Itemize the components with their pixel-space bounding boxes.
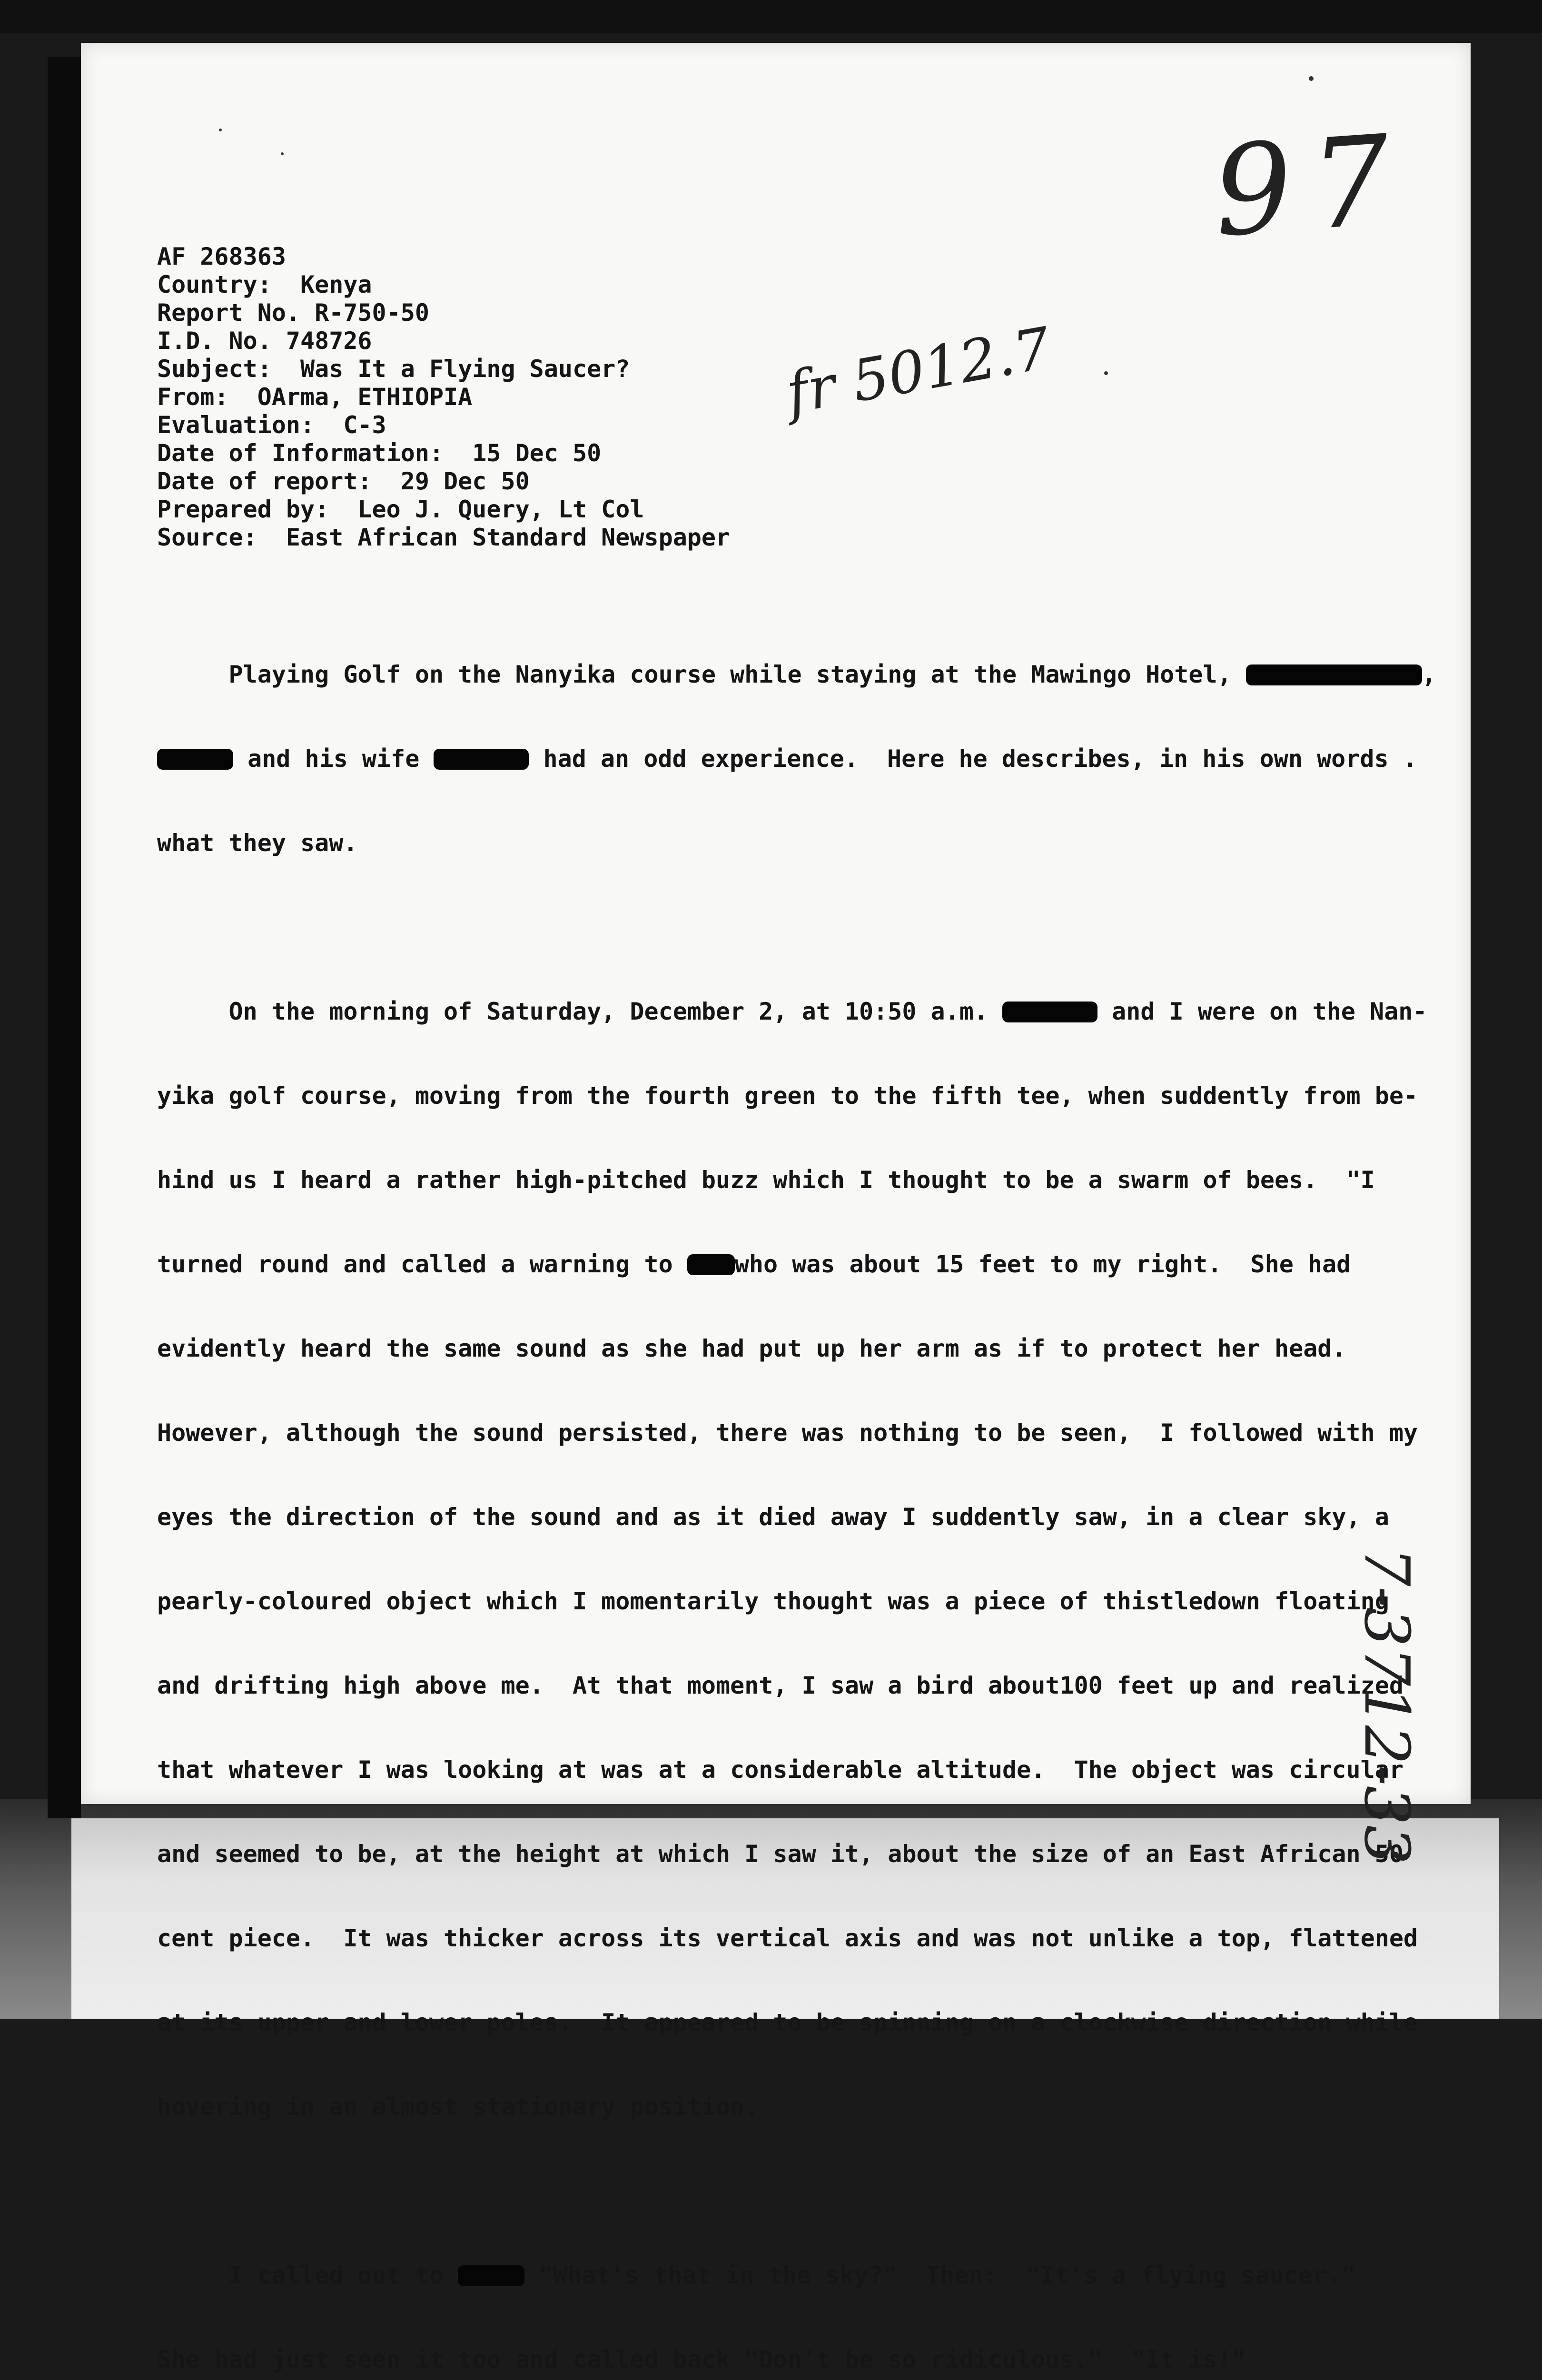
text-fragment: "What's that in the sky?" Then: "It's a flying saucer." (524, 2261, 1356, 2289)
text-fragment: had an odd experience. Here he describes, in his own words . (529, 745, 1417, 773)
text-fragment: who was about 15 feet to my right. She had (734, 1250, 1351, 1278)
redaction-mark (1246, 664, 1422, 685)
redaction-mark (458, 2265, 524, 2286)
text-line: cent piece. It was thicker across its vertical axis and was not unlike a top, flattened (157, 1924, 1418, 1952)
text-fragment: , (1422, 661, 1436, 688)
id-number-line: I.D. No. 748726 (157, 327, 372, 355)
report-body (157, 605, 1452, 2380)
film-frame-top (0, 0, 1542, 33)
scan-speck (281, 152, 284, 155)
text-line: eyes the direction of the sound and as it died away I suddently saw, in a clear sky, a (157, 1503, 1389, 1531)
film-left-strip (48, 57, 81, 1818)
text-line: hovering in an almost stationary position. (157, 2093, 759, 2121)
scan-speck (1104, 371, 1108, 375)
paragraph-intro (157, 605, 1452, 913)
subject-line: Subject: Was It a Flying Saucer? (157, 355, 630, 383)
redaction-mark (687, 1254, 735, 1275)
text-line: yika golf course, moving from the fourth green to the fifth tee, when suddently from be- (157, 1082, 1418, 1110)
report-header (157, 243, 730, 552)
text-fragment: Playing Golf on the Nanyika course while staying at the Mawingo Hotel, (157, 661, 1246, 688)
handwritten-file-note: fr 5012.7 (781, 315, 1056, 427)
report-number-line: Report No. R-750-50 (157, 299, 429, 327)
country-line: Country: Kenya (157, 271, 372, 298)
scan-speck (1309, 76, 1314, 81)
text-line: However, although the sound persisted, there was nothing to be seen, I followed with my (157, 1419, 1418, 1447)
evaluation-line: Evaluation: C-3 (157, 411, 386, 439)
text-line: and seemed to be, at the height at which I saw it, about the size of an East African 50 (157, 1840, 1404, 1868)
text-fragment: turned round and called a warning to (157, 1250, 687, 1278)
text-line: that whatever I was looking at was at a considerable altitude. The object was circular (157, 1756, 1404, 1784)
text-line: what they saw. (157, 829, 358, 857)
text-line: hind us I heard a rather high-pitched buzz which I thought to be a swarm of bees. "I (157, 1166, 1375, 1194)
paragraph-account (157, 942, 1452, 2177)
text-line: She had just seen it too and called back "Don't be so ridiculous." "It is!" (157, 2346, 1246, 2373)
date-of-information-line: Date of Information: 15 Dec 50 (157, 439, 602, 467)
text-fragment: I called out to (157, 2261, 458, 2289)
text-fragment: and his wife (233, 745, 434, 773)
document-page (81, 43, 1471, 2373)
text-fragment: and I were on the Nan- (1097, 998, 1427, 1025)
date-of-report-line: Date of report: 29 Dec 50 (157, 467, 530, 495)
handwritten-margin-number: 7-3712-33 (1351, 1547, 1423, 1864)
prepared-by-line: Prepared by: Leo J. Query, Lt Col (157, 496, 644, 523)
redaction-mark (434, 749, 529, 770)
text-line: and drifting high above me. At that moment, I saw a bird about100 feet up and realized (157, 1672, 1404, 1699)
redaction-mark (1002, 1002, 1097, 1022)
source-line: Source: East African Standard Newspaper (157, 524, 731, 551)
text-line: evidently heard the same sound as she had put up her arm as if to protect her head. (157, 1335, 1346, 1362)
redaction-mark (157, 749, 233, 770)
scan-speck (219, 129, 222, 131)
text-fragment: On the morning of Saturday, December 2, at 10:50 a.m. (157, 998, 1003, 1025)
from-line: From: OArma, ETHIOPIA (157, 383, 473, 411)
af-number: AF 268363 (157, 243, 286, 270)
text-line: pearly-coloured object which I momentarily thought was a piece of thistledown floating (157, 1587, 1389, 1615)
paragraph-dialogue (157, 2205, 1452, 2380)
text-line: at its upper and lower poles. It appeared to be spinning on a clockwise direction while (157, 2009, 1418, 2036)
handwritten-page-number: 97 (1208, 108, 1414, 265)
